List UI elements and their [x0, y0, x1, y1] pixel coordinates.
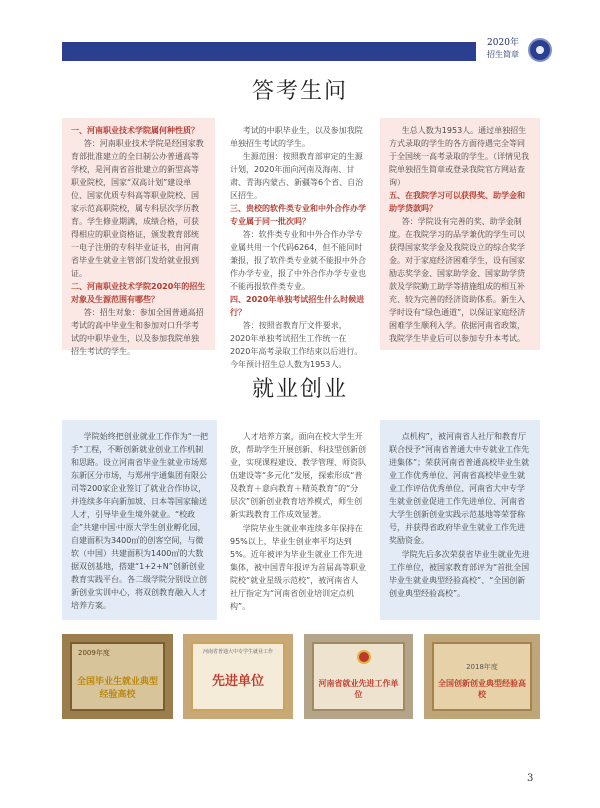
plaque-title: 全国创新创业典型经验高校 — [438, 679, 526, 699]
award-photo-3 — [304, 634, 413, 719]
answer: 答：招生对象：参加全国普通高招考试的高中毕业生和参加对口升学考试的中职毕业生，以及参加我院单独招生考试的学生。 — [71, 308, 204, 356]
award-certificate — [191, 642, 285, 711]
award-photo-1 — [62, 634, 173, 719]
answer: 答：学院设有完善的奖、助学金制度。在我院学习的品学兼优的学生可以获得国家奖学金及我院设立的综合奖学金。对于家庭经济困难学生，设有国家励志奖学金、国家助学金、国家助学贷款及学院勤工助学等措施组成的相互补充、较为完善的经济资助体系。新生入学时设有“绿色通道”，以保证家庭经济困难学生顺利入学。依据河南省政策，我院学生毕业后可以参加专升本考试。 — [389, 217, 526, 343]
answer: 答：河南职业技术学院是经国家教育部批准建立的全日制公办普通高等学校，是河南省首批建立的新型高等职业院校，国家“双高计划”建设单位、国家优质专科高等职业院校、国家示范高职院校，属专科层次学历教育。学生修业期满，成绩合格，可获得相应的职业资格证，颁发教育部统一电子注册的专科毕业证书，由河南省毕业生就业主管部门发给就业报到证。 — [71, 139, 204, 278]
question: 二、河南职业技术学院2020年的招生对象及生源范围有哪些？ — [71, 282, 206, 304]
answer: 答：按照省教育厅文件要求，2020年单独考试招生工作统一在2020年高考录取工作结束以后进行。今年预计招生总人数为1953人。 — [230, 321, 363, 369]
certificate-header: 河南省普通大中专学生就业工作 — [202, 649, 273, 655]
paragraph: 学院毕业生就业率连续多年保持在95%以上，毕业生创业率平均达到5%。近年被评为毕业生就业工作先进集体，被中国青年报评为首届高等职业院校“就业星级示范校”，被河南省人社厅指定为“河南省创业培训定点机构”。 — [230, 524, 366, 611]
certificate-title: 河南省就业先进工作单位 — [318, 679, 399, 699]
award-certificate — [312, 642, 405, 711]
award-plaque — [70, 642, 165, 711]
paragraph: 人才培养方案，面向在校大学生开放，帮助学生开展创新、科技型创新创业，实现课程建设、教学管理、师资队伍建设等“多元化”发展，探索形成“普及教育＋意向教育＋精英教育”的“分层次”创新创业教育培养模式，师生创新实践教育工作成效显著。 — [230, 432, 366, 519]
national-emblem-icon — [357, 650, 371, 664]
qa-column-middle — [221, 118, 375, 369]
header-subtitle: 招生简章 — [487, 50, 519, 59]
page-number: 3 — [527, 773, 534, 784]
award-photo-2 — [183, 634, 293, 719]
plaque-title: 全国毕业生就业典型经验高校 — [76, 677, 158, 700]
answer: 生源范围：按照教育部审定的生源计划，2020年面向河南及海南、甘肃、青海内蒙古、新疆等6个省、自治区招生。 — [230, 152, 364, 200]
header-text — [483, 37, 523, 60]
plaque-year: 2018年度 — [466, 663, 498, 671]
award-plaque — [432, 642, 532, 711]
employment-column-middle — [221, 420, 375, 620]
award-photo-4 — [424, 634, 540, 719]
school-logo-icon — [528, 38, 552, 62]
answer: 答：软件类专业和中外合作办学专业属共用一个代码6264，但不能同时兼报，报了软件类专业就不能报中外合作办学专业，报了中外合作办学专业也不能再报软件类专业。 — [230, 230, 366, 291]
paragraph: 学院先后多次荣获省毕业生就业先进工作单位，被国家教育部评为“首批全国毕业生就业典型经验高校”、“全国创新创业典型经验高校”。 — [389, 550, 530, 598]
section-title-qa: 答考生问 — [251, 79, 348, 104]
section-title-employment: 就业创业 — [251, 377, 348, 402]
question: 一、河南职业技术学院属何种性质？ — [71, 126, 199, 135]
question: 三、贵校的软件类专业和中外合作办学专业属于同一批次吗？ — [230, 204, 366, 226]
question: 五、在我院学习可以获得奖、助学金和助学贷款吗？ — [389, 191, 525, 213]
employment-column-right — [380, 420, 540, 620]
qa-column-left — [62, 118, 215, 356]
employment-column-left: 学院始终把创业就业工作作为“一把手”工程，不断创新就业创业工作机制和思路。设立河南省毕业生就业市场郑东新区分市场，与郑州宇通集团有限公司等200家企业签订了就业合作协议，并连续多年向新加坡、日本等国家输送人才，引导毕业生境外就业。“校政企”共建中国·中原大学生创业孵化园，自建面积为3400㎡的创客空间，与微软（中国）共建面积为1400㎡的大数据双创基地，搭建“1+2+N”创新创业教育实践平台。各二级学院分别设立创新创业实训中心，将双创教育融入人才培养方案。 — [62, 420, 217, 620]
header-bar — [62, 42, 476, 61]
question: 四、2020年单独考试招生什么时候进行？ — [230, 295, 365, 317]
certificate-title: 先进单位 — [211, 674, 264, 689]
qa-column-right — [380, 118, 540, 350]
header-year: 2020年 — [487, 38, 519, 48]
answer: 生总人数为1953人。通过单独招生方式录取的学生的各方面待遇完全等同于全国统一高考录取的学生。（详情见我院单独招生简章或登录我院官方网站查询） — [389, 126, 529, 187]
plaque-year: 2009年度 — [78, 649, 110, 657]
answer: 考试的中职毕业生，以及参加我院单独招生考试的学生。 — [230, 126, 363, 148]
paragraph: 点机构”，被河南省人社厅和教育厅联合授予“河南省普通大中专就业工作先进集体”；荣获河南省普通高校毕业生就业工作优秀单位、河南省高校毕业生就业工作评估优秀单位、河南省大中专学生就业创业促进工作先进单位、河南省大学生创新创业实践示范基地等荣誉称号，并获得省政府毕业生就业工作先进奖励资金。 — [389, 432, 530, 545]
